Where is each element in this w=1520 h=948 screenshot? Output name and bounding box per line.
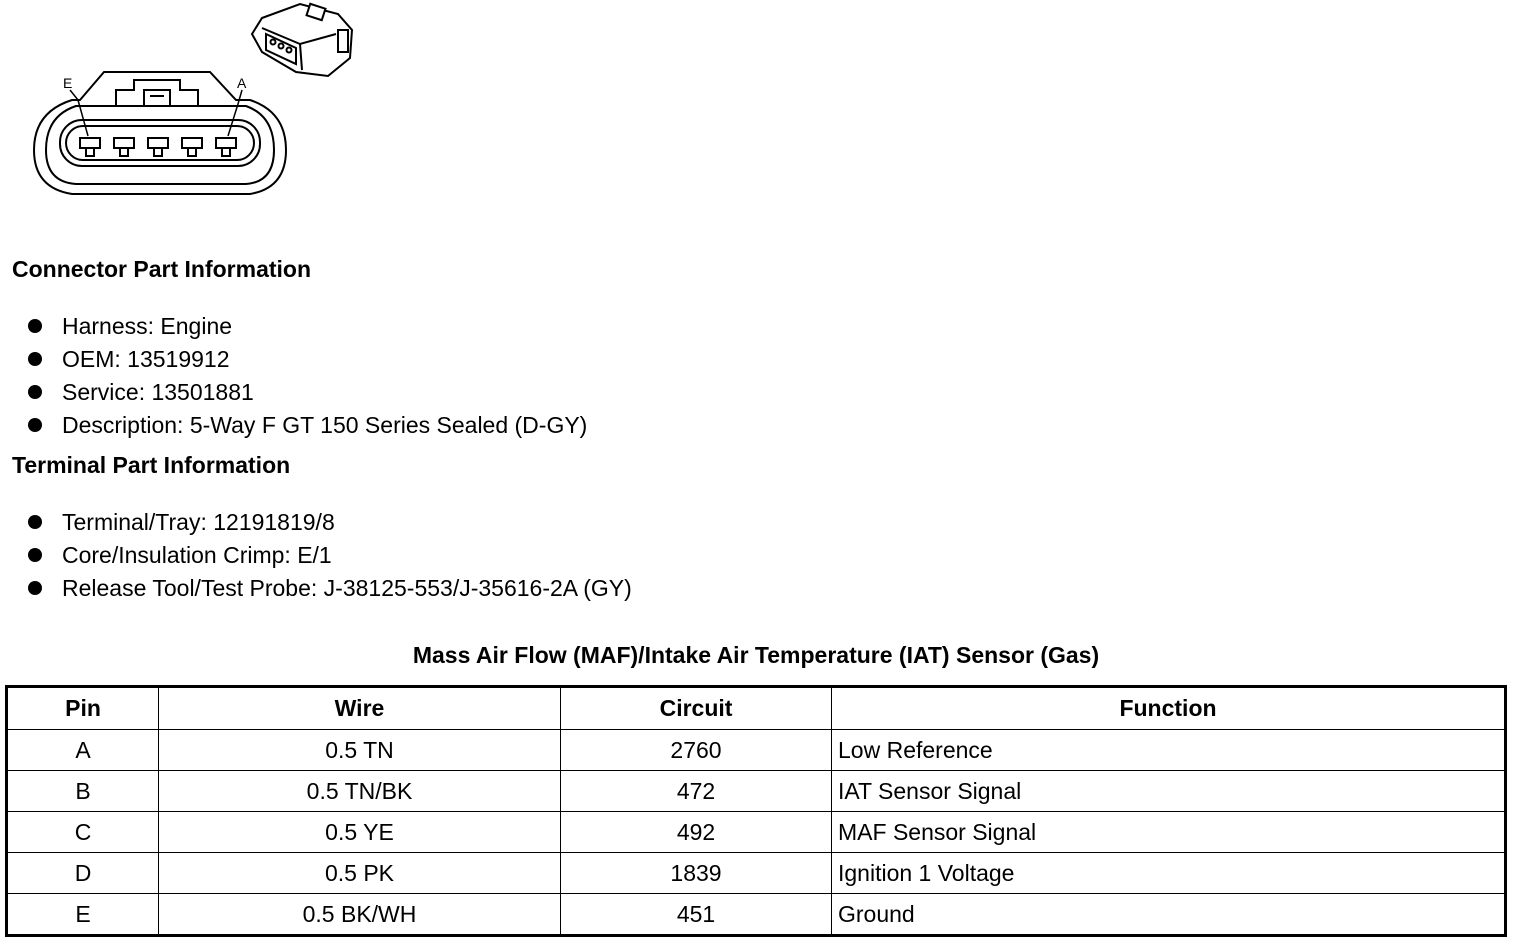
cell-circuit: 492: [561, 812, 832, 853]
cell-circuit: 472: [561, 771, 832, 812]
pin-cavity-c: [148, 138, 168, 148]
pin-table: [5, 685, 1507, 937]
cell-pin: E: [7, 894, 159, 936]
cell-wire: 0.5 PK: [159, 853, 561, 894]
cell-wire: 0.5 TN: [159, 730, 561, 771]
list-item: Core/Insulation Crimp: E/1: [28, 540, 632, 573]
pin-label-a: A: [237, 75, 247, 91]
cell-pin: D: [7, 853, 159, 894]
pin-cavity-b: [182, 138, 202, 148]
list-item: Service: 13501881: [28, 377, 587, 410]
pin-cavity-d: [114, 138, 134, 148]
list-item: Release Tool/Test Probe: J-38125-553/J-35616-2A (GY): [28, 573, 632, 606]
bullet-icon: [28, 385, 42, 399]
terminal-part-info-list: [28, 507, 632, 606]
connector-diagram: [0, 0, 380, 215]
terminal-part-info-heading: Terminal Part Information: [12, 452, 291, 478]
table-row: [7, 812, 1506, 853]
list-item: Description: 5-Way F GT 150 Series Sealed (D-GY): [28, 410, 587, 443]
cell-wire: 0.5 TN/BK: [159, 771, 561, 812]
connector-3d-icon: [252, 4, 352, 76]
list-item: OEM: 13519912: [28, 344, 587, 377]
pin-cavity-a: [216, 138, 236, 148]
cell-function: MAF Sensor Signal: [832, 812, 1506, 853]
header-circuit: Circuit: [561, 687, 832, 730]
cell-circuit: 2760: [561, 730, 832, 771]
header-function: Function: [832, 687, 1506, 730]
bullet-icon: [28, 515, 42, 529]
header-wire: Wire: [159, 687, 561, 730]
list-item: Terminal/Tray: 12191819/8: [28, 507, 632, 540]
pin-cavities: [80, 138, 236, 156]
table-row: [7, 894, 1506, 936]
table-row: [7, 730, 1506, 771]
bullet-icon: [28, 319, 42, 333]
cell-function: Ignition 1 Voltage: [832, 853, 1506, 894]
connector-part-info-list: [28, 311, 587, 443]
cell-pin: C: [7, 812, 159, 853]
bullet-icon: [28, 352, 42, 366]
pin-cavity-e: [80, 138, 100, 148]
header-pin: Pin: [7, 687, 159, 730]
table-header-row: [7, 687, 1506, 730]
cell-circuit: 451: [561, 894, 832, 936]
cell-pin: B: [7, 771, 159, 812]
pin-table-title: Mass Air Flow (MAF)/Intake Air Temperature (IAT) Sensor (Gas): [412, 642, 1100, 668]
connector-part-info-heading: Connector Part Information: [12, 256, 312, 282]
pin-label-e: E: [63, 75, 73, 91]
list-item: Harness: Engine: [28, 311, 587, 344]
bullet-icon: [28, 581, 42, 595]
cell-function: IAT Sensor Signal: [832, 771, 1506, 812]
cell-pin: A: [7, 730, 159, 771]
cell-function: Low Reference: [832, 730, 1506, 771]
cell-circuit: 1839: [561, 853, 832, 894]
table-row: [7, 771, 1506, 812]
bullet-icon: [28, 418, 42, 432]
cell-wire: 0.5 BK/WH: [159, 894, 561, 936]
bullet-icon: [28, 548, 42, 562]
cell-function: Ground: [832, 894, 1506, 936]
table-row: [7, 853, 1506, 894]
cell-wire: 0.5 YE: [159, 812, 561, 853]
